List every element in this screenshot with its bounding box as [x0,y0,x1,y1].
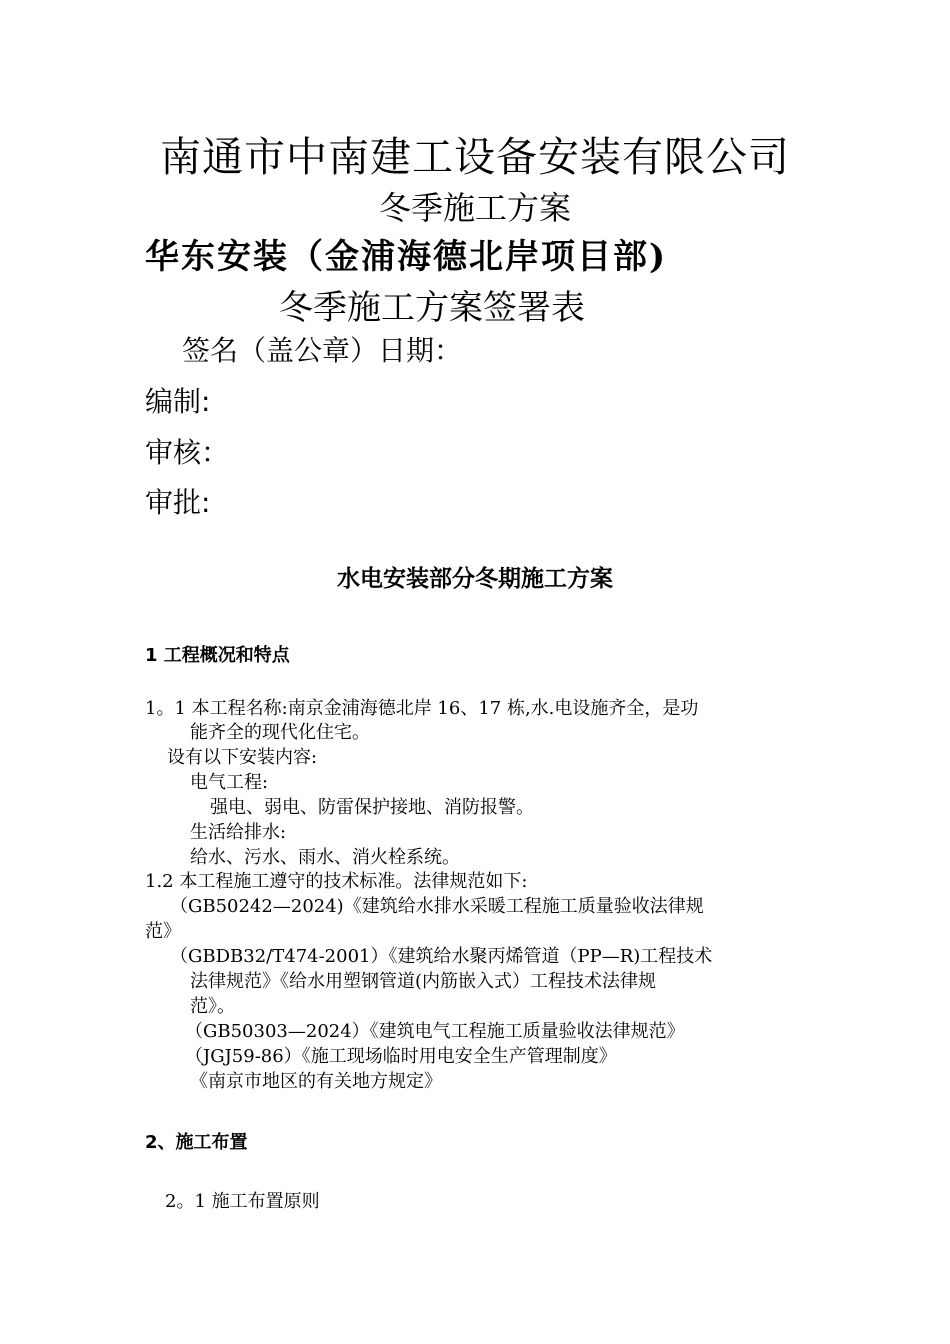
body-line: 范》 [145,921,181,942]
body-line: 1。1 本工程名称:南京金浦海德北岸 16、17 栋,水.电设施齐全，是功 [145,698,699,719]
body-line: 法律规范》《给水用塑钢管道(内筋嵌入式）工程技术法律规 [190,971,657,992]
plan-title: 冬季施工方案 [378,189,571,227]
body-line: 能齐全的现代化住宅。 [190,722,370,743]
body-line: 给水、污水、雨水、消火栓系统。 [190,847,460,868]
body-line: 生活给排水: [190,822,287,843]
body-line: （GB50242—2024)《建筑给水排水采暖工程施工质量验收法律规 [170,896,704,917]
section2-heading: 2、施工布置 [145,1132,248,1153]
body-line: 设有以下安装内容: [167,747,318,768]
section-title: 水电安装部分冬期施工方案 [337,566,613,592]
body-line: 范》。 [190,996,235,1017]
body-line: 《南京市地区的有关地方规定》 [190,1071,442,1092]
section1-heading: 1 工程概况和特点 [145,645,290,666]
body-line: （JGJ59-86）《施工现场临时用电安全生产管理制度》 [185,1046,617,1067]
review-label: 审核： [145,436,230,469]
compile-label: 编制: [145,385,211,418]
body-line: （GB50303—2024）《建筑电气工程施工质量验收法律规范》 [185,1021,685,1042]
signature-table-title: 冬季施工方案签署表 [279,288,585,328]
project-line: 华东安装（金浦海德北岸项目部) [145,237,668,277]
body-line: 电气工程: [190,772,269,793]
body-line: （GBDB32/T474-2001）《建筑给水聚丙烯管道（PP—R)工程技术 [170,946,713,967]
signature-columns: 签名（盖公章）日期： [182,334,463,367]
section2-sub: 2。1 施工布置原则 [165,1191,320,1212]
body-line: 1.2 本工程施工遵守的技术标准。法律规范如下: [145,871,528,892]
approve-label: 审批: [145,486,211,519]
company-name: 南通市中南建工设备安装有限公司 [160,133,790,181]
body-line: 强电、弱电、防雷保护接地、消防报警。 [210,797,534,818]
